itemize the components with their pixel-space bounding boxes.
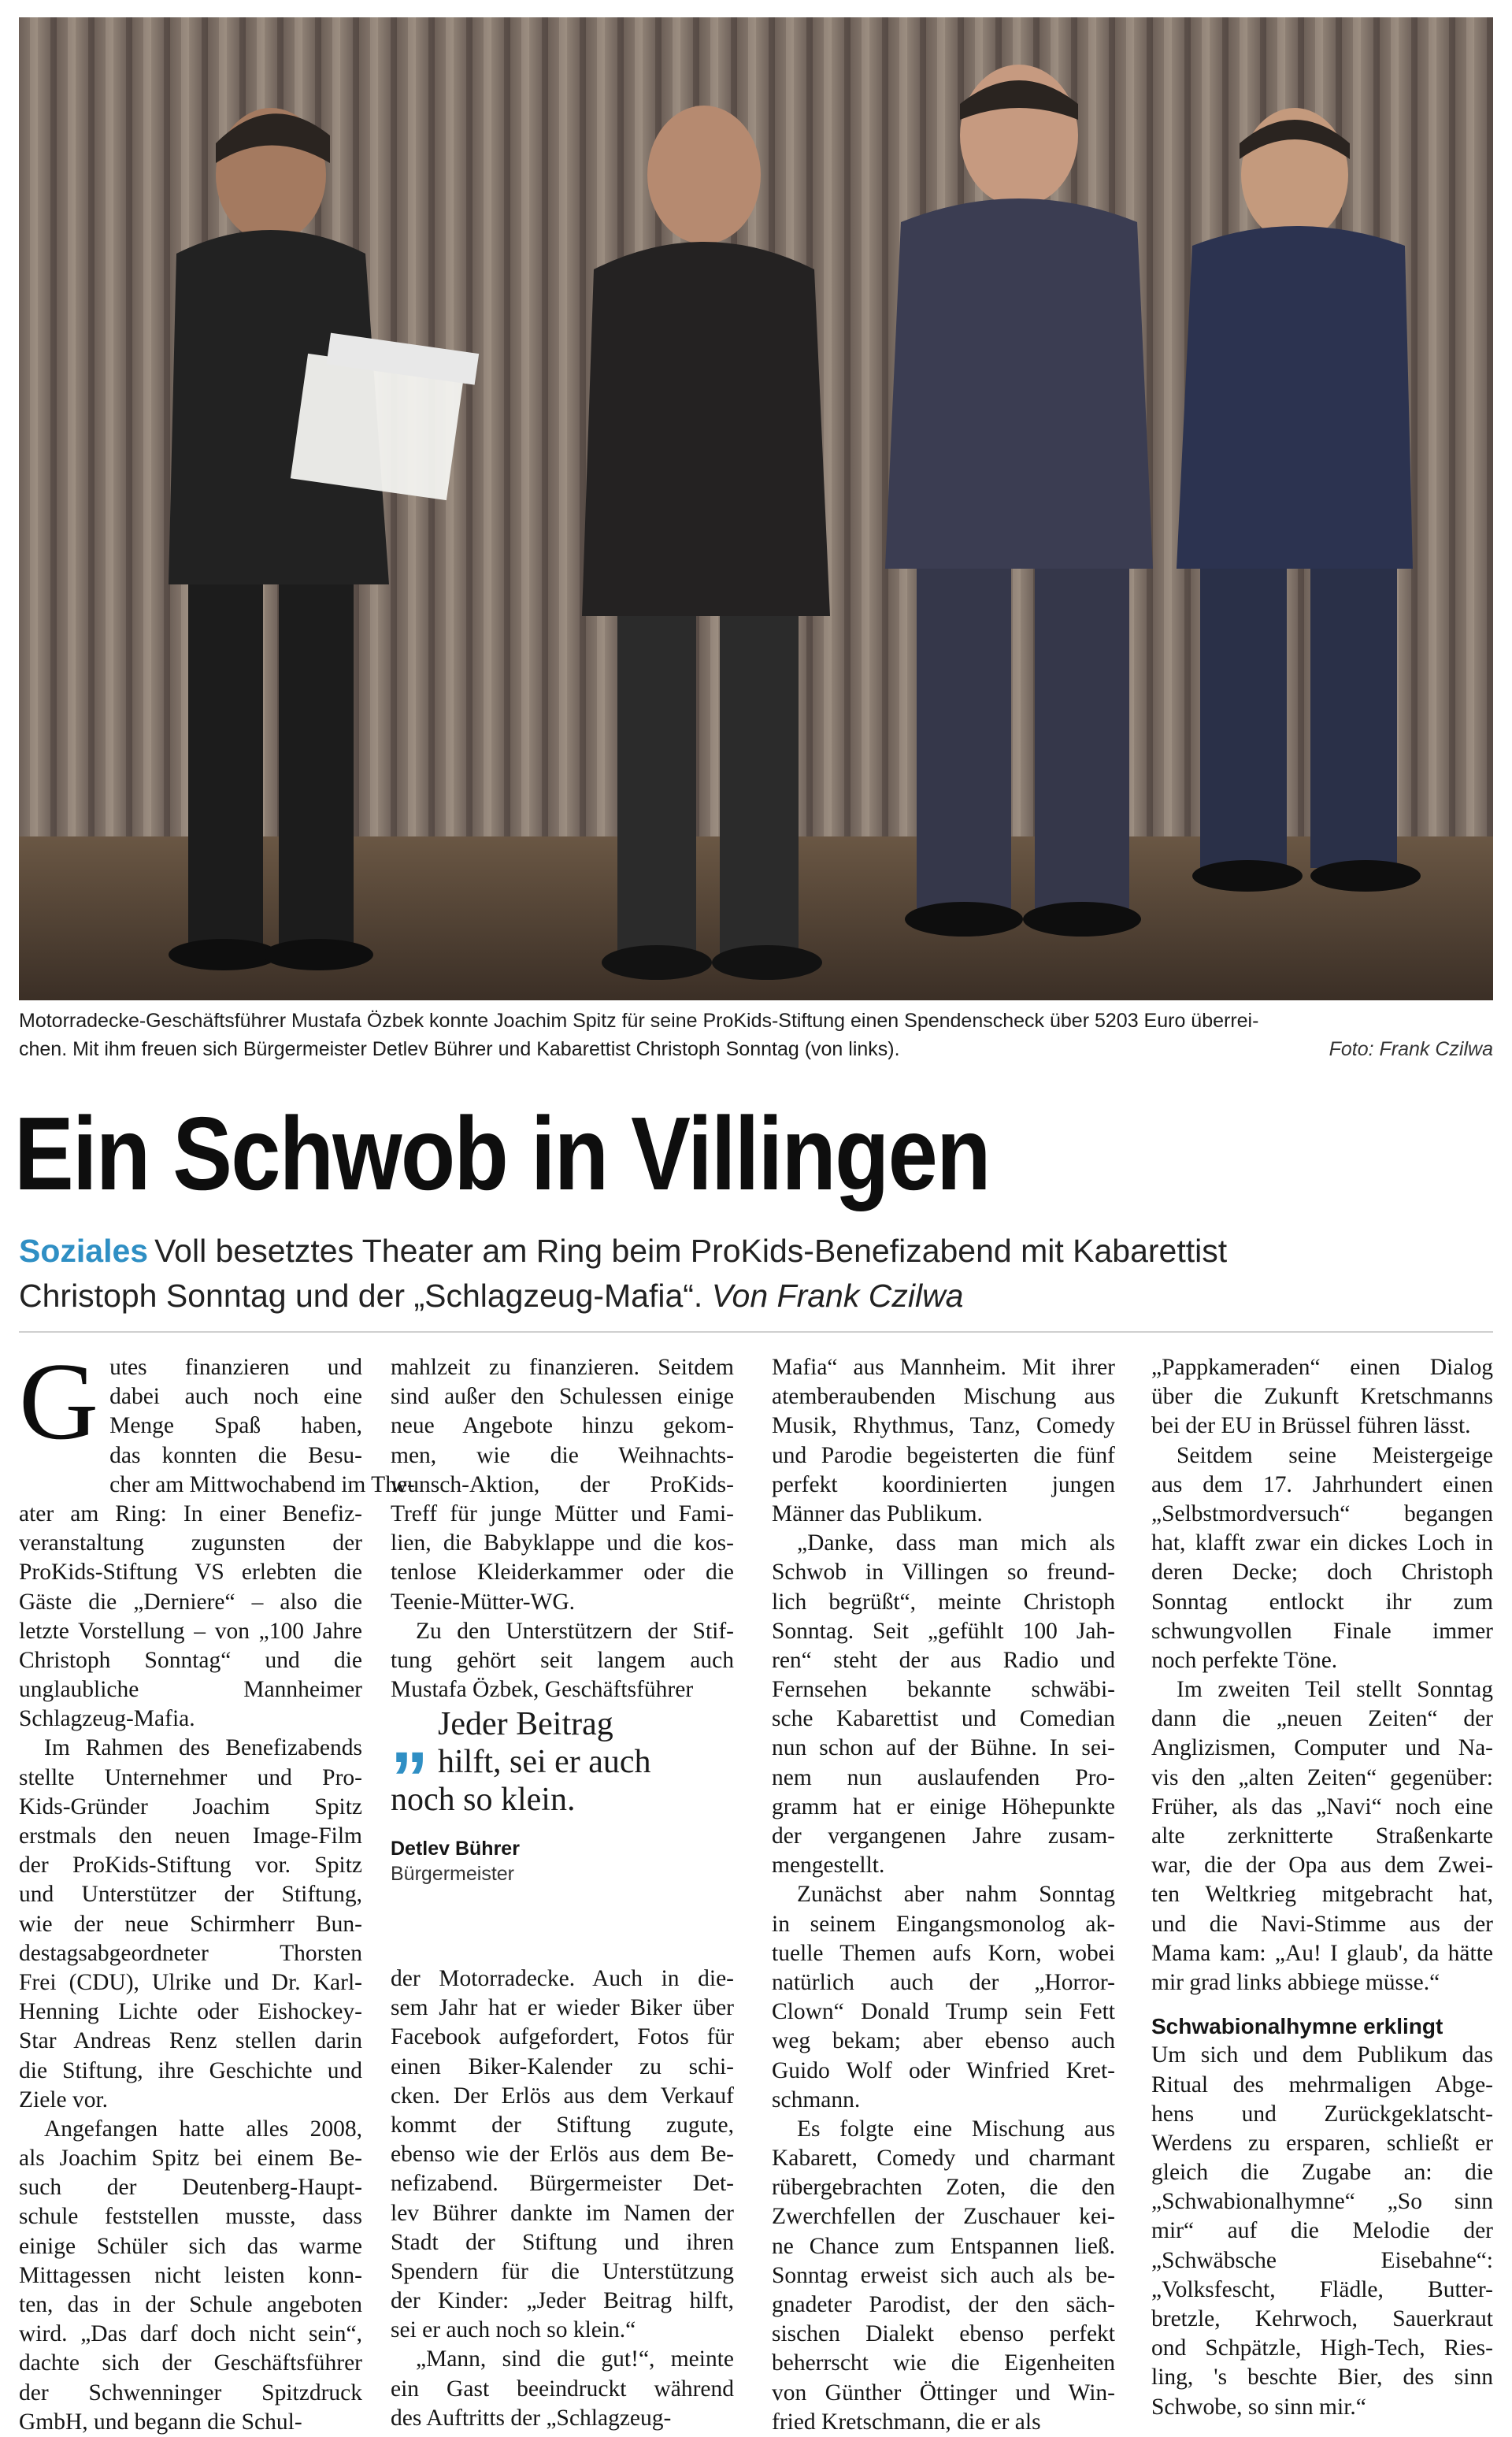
article-photo (19, 17, 1493, 1000)
article-line: ater am Ring: In einer Benefiz- (19, 1500, 362, 1526)
article-line: und die Navi-Stimme aus der (1151, 1911, 1493, 1937)
article-line: sem Jahr hat er wieder Biker über (391, 1995, 734, 2021)
article-line: dachte sich der Geschäftsführer (19, 2350, 362, 2376)
article-line: Zu den Unterstützern der Stif- (416, 1618, 734, 1644)
article-line: schmann. (772, 2086, 861, 2112)
byline: Von Frank Czilwa (711, 1278, 964, 1314)
article-line: beherrscht wie die Eigenheiten (772, 2350, 1115, 2376)
article-line: erstmals den neuen Image-Film (19, 1823, 362, 1849)
article-line: „Volksfescht, Flädle, Butter- (1151, 2276, 1493, 2302)
article-line: tung gehört seit langem auch (391, 1647, 734, 1673)
article-line: Sonntag. Seit „gefühlt 100 Jah- (772, 1618, 1115, 1644)
article-line: der Motorradecke. Auch in die- (391, 1966, 734, 1991)
article-line: Um sich und dem Publikum das (1151, 2042, 1493, 2068)
article-line: gleich die Zugabe an: die (1151, 2160, 1493, 2186)
photo-caption (19, 1007, 1493, 1063)
article-line: bretzle, Kehrwoch, Sauerkraut (1151, 2306, 1493, 2331)
dropcap: G (19, 1341, 99, 1463)
article-line: ond Schpätzle, High-Tech, Ries- (1151, 2335, 1493, 2361)
article-line: Clown“ Donald Trump sein Fett (772, 1999, 1115, 2025)
article-line: ProKids-Stiftung VS erlebten die (19, 1560, 362, 1586)
article-line: Schwob in Villingen so freund- (772, 1560, 1115, 1586)
article-line: der vergangenen Jahre zusam- (772, 1823, 1115, 1849)
article-line: Männer das Publikum. (772, 1500, 983, 1526)
article-line: fried Kretschmann, die er als (772, 2409, 1041, 2435)
article-line: Kabarett, Comedy und charmant (772, 2146, 1115, 2172)
article-line: Kids-Gründer Joachim Spitz (19, 1793, 362, 1819)
article-line: utes finanzieren und (109, 1355, 362, 1380)
article-line: tenlose Kleiderkammer oder die (391, 1560, 734, 1586)
article-line: schwungvollen Finale immer (1151, 1618, 1493, 1644)
article-line: deren Decke; doch Christoph (1151, 1560, 1493, 1586)
article-line: mengestellt. (772, 1853, 885, 1879)
teaser (19, 1229, 1493, 1319)
caption-line: chen. Mit ihm freuen sich Bürgermeister Detlev Bührer und Kabarettist Christoph Sonntag (von links). (19, 1038, 900, 1060)
quote-text (391, 1705, 734, 1819)
article-line: von Günther Öttinger und Win- (772, 2380, 1115, 2405)
article-line: Früher, als das „Navi“ noch eine (1151, 1793, 1493, 1819)
article-line: ling, 's beschte Bier, des sinn (1151, 2365, 1493, 2391)
teaser-text: Voll besetztes Theater am Ring beim ProKids-Benefizabend mit Kabarettist (154, 1233, 1228, 1269)
article-line: „Danke, dass man mich als (797, 1530, 1115, 1556)
teaser-text: Christoph Sonntag und der „Schlagzeug-Mafia“. (19, 1278, 703, 1314)
article-column-1 (19, 1341, 415, 2437)
article-line: das konnten die Besu- (109, 1442, 362, 1468)
article-line: Facebook aufgefordert, Fotos für (391, 2024, 734, 2050)
article-line: vis den „alten Zeiten“ gegenüber: (1151, 1764, 1493, 1790)
article-line: nem nun auslaufenden Pro- (772, 1764, 1115, 1790)
article-line: Sonntag erweist sich auch als be- (772, 2262, 1115, 2288)
article-line: Henning Lichte oder Eishockey- (19, 1999, 362, 2025)
article-line: ne Chance zum Entspannen ließ. (772, 2233, 1115, 2259)
article-line: atemberaubenden Mischung aus (772, 1384, 1115, 1410)
article-column-3 (772, 1353, 1115, 2437)
article-line: lich begrüßt“, meinte Christoph (772, 1589, 1115, 1615)
stage-photo-illustration (19, 17, 1493, 1000)
article-line: hens und Zurückgeklatscht- (1151, 2101, 1493, 2127)
article-line: veranstaltung zugunsten der (19, 1530, 362, 1556)
article-line: „Mann, sind die gut!“, meinte (416, 2346, 734, 2372)
quote-line: noch so klein. (391, 1782, 576, 1818)
photo-credit: Foto: Frank Czilwa (1329, 1038, 1493, 1060)
article-line: „Schwäbsche Eisebahne“: (1151, 2247, 1493, 2273)
article-line: nefizabend. Bürgermeister Det- (391, 2171, 734, 2197)
article-line: Fernsehen bekannte schwäbi- (772, 1677, 1115, 1703)
article-line: Spendern für die Unterstützung (391, 2258, 734, 2284)
article-line: Gäste die „Derniere“ – also die (19, 1589, 362, 1615)
article-line: ein Gast beeindruckt während (391, 2376, 734, 2402)
article-line: „Pappkameraden“ einen Dialog (1151, 1355, 1493, 1380)
article-line: mahlzeit zu finanzieren. Seitdem (391, 1355, 734, 1380)
article-line: Ziele vor. (19, 2086, 109, 2112)
article-line: Zwerchfellen der Zuschauer kei- (772, 2204, 1115, 2230)
article-line: Stadt der Stiftung und ihren (391, 2229, 734, 2255)
article-line: wie der neue Schirmherr Bun- (19, 1911, 362, 1937)
divider (19, 1331, 1493, 1333)
article-line: „Selbstmordversuch“ begangen (1151, 1500, 1493, 1526)
article-line: natürlich auch der „Horror- (772, 1969, 1115, 1995)
article-line: sche Kabarettist und Comedian (772, 1706, 1115, 1732)
article-line: Anglizismen, Computer und Na- (1151, 1735, 1493, 1761)
article-line: „Schwabionalhymne“ „So sinn (1151, 2189, 1493, 2215)
quote-author: Detlev Bührer (391, 1838, 520, 1860)
article-line: sischen Dialekt ebenso perfekt (772, 2321, 1115, 2347)
article-line: Star Andreas Renz stellen darin (19, 2028, 362, 2054)
article-line: Angefangen hatte alles 2008, (44, 2116, 362, 2142)
quote-author-role: Bürgermeister (391, 1863, 514, 1885)
article-line: alte zerknitterte Straßenkarte (1151, 1823, 1493, 1849)
article-line: war, die der Opa aus dem Zwei- (1151, 1853, 1493, 1879)
article-line: sei er auch noch so klein.“ (391, 2317, 636, 2343)
article-line: sind außer den Schulessen einige (391, 1384, 734, 1410)
article-line: Musik, Rhythmus, Tanz, Comedy (772, 1413, 1115, 1439)
article-line: Frei (CDU), Ulrike und Dr. Karl- (19, 1969, 362, 1995)
spacer (1151, 1997, 1493, 2012)
article-line: schule feststellen musste, dass (19, 2204, 362, 2230)
article-line: wunsch-Aktion, der ProKids- (391, 1471, 734, 1497)
quote-line: Jeder Beitrag (438, 1706, 613, 1742)
article-line: als Joachim Spitz bei einem Be- (19, 2146, 362, 2172)
article-line: Es folgte eine Mischung aus (797, 2116, 1115, 2142)
article-line: Mafia“ aus Mannheim. Mit ihrer (772, 1355, 1115, 1380)
article-line: Zunächst aber nahm Sonntag (797, 1882, 1115, 1908)
article-line: ten Weltkrieg mitgebracht hat, (1151, 1882, 1493, 1908)
article-column-2-continued (391, 1964, 734, 2433)
article-line: lien, die Babyklappe und die kos- (391, 1530, 734, 1556)
article-line: kommt der Stiftung zugute, (391, 2112, 734, 2138)
kicker: Soziales (19, 1233, 149, 1269)
article-line: und Unterstützer der Stiftung, (19, 1882, 362, 1908)
article-line: Schlagzeug-Mafia. (19, 1706, 195, 1732)
article-line: der ProKids-Stiftung vor. Spitz (19, 1853, 362, 1879)
article-line: Schwobe, so sinn mir.“ (1151, 2394, 1366, 2420)
article-line: Mustafa Özbek, Geschäftsführer (391, 1677, 694, 1703)
article-line: Sonntag entlockt ihr zum (1151, 1589, 1493, 1615)
article-line: letzte Vorstellung – von „100 Jahre (19, 1618, 362, 1644)
article-line: destagsabgeordneter Thorsten (19, 1940, 362, 1966)
article-line: ren“ steht der aus Radio und (772, 1647, 1115, 1673)
pull-quote (391, 1694, 734, 1886)
quote-line: hilft, sei er auch (438, 1744, 651, 1780)
article-line: aus dem 17. Jahrhundert einen (1151, 1471, 1493, 1497)
article-line: hat, klafft zwar ein dickes Loch in (1151, 1530, 1493, 1556)
article-line: men, wie die Weihnachts- (391, 1442, 734, 1468)
article-line: mir“ auf die Melodie der (1151, 2218, 1493, 2244)
article-line: wird. „Das darf doch nicht sein“, (19, 2321, 362, 2347)
article-line: einen Biker-Kalender zu schi- (391, 2053, 734, 2079)
caption-line: Motorradecke-Geschäftsführer Mustafa Özbek konnte Joachim Spitz für seine ProKids-Stiftung einen Spendenscheck über 5203 Euro überrei- (19, 1010, 1259, 1032)
article-line: in seinem Eingangsmonolog ak- (772, 1911, 1115, 1937)
article-line: weg bekam; aber ebenso auch (772, 2028, 1115, 2054)
article-line: mir grad links abbiege müsse.“ (1151, 1969, 1440, 1995)
quote-mark-icon: „ (391, 1694, 428, 1779)
article-line: ten, das in der Schule angeboten (19, 2292, 362, 2317)
article-line: Ritual des mehrmaligen Abge- (1151, 2072, 1493, 2098)
article-line: Werdens zu ersparen, schließt er (1151, 2130, 1493, 2156)
article-line: Seitdem seine Meistergeige (1177, 1442, 1493, 1468)
article-column-2 (391, 1353, 734, 1704)
article-line: Mittagessen nicht leisten konn- (19, 2262, 362, 2288)
headline: Ein Schwob in Villingen (14, 1096, 990, 1211)
article-line: gramm hat er einige Höhepunkte (772, 1793, 1115, 1819)
article-line: Treff für junge Mütter und Fami- (391, 1500, 734, 1526)
article-line: such der Deutenberg-Haupt- (19, 2175, 362, 2201)
article-line: cken. Der Erlös aus dem Verkauf (391, 2083, 734, 2109)
article-line: noch perfekte Töne. (1151, 1647, 1338, 1673)
article-line: des Auftritts der „Schlagzeug- (391, 2405, 672, 2431)
article-line: über die Zukunft Kretschmanns (1151, 1384, 1493, 1410)
article-line: der Kinder: „Jeder Beitrag hilft, (391, 2288, 734, 2314)
article-line: rübergebrachten Zoten, die den (772, 2175, 1115, 2201)
article-line: Im zweiten Teil stellt Sonntag (1177, 1677, 1493, 1703)
article-line: gnadeter Parodist, der den säch- (772, 2292, 1115, 2317)
article-line: Im Rahmen des Benefizabends (44, 1735, 362, 1761)
article-line: ebenso wie der Erlös aus dem Be- (391, 2142, 734, 2168)
article-line: tuelle Themen aufs Korn, wobei (772, 1940, 1115, 1966)
article-column-4 (1151, 1353, 1493, 2422)
article-line: der Schwenninger Spitzdruck (19, 2380, 362, 2405)
article-line: nun schon auf der Bühne. In sei- (772, 1735, 1115, 1761)
article-line: Mama kam: „Au! I glaub', da hätte (1151, 1940, 1493, 1966)
article-line: Menge Spaß haben, (109, 1413, 362, 1439)
article-line: dabei auch noch eine (109, 1384, 362, 1410)
article-line: stellte Unternehmer und Pro- (19, 1764, 362, 1790)
article-line: einige Schüler sich das warme (19, 2233, 362, 2259)
article-line: neue Angebote hinzu gekom- (391, 1413, 734, 1439)
article-line: lev Bührer dankte im Namen der (391, 2200, 734, 2226)
article-line: Guido Wolf oder Winfried Kret- (772, 2057, 1115, 2083)
article-line: bei der EU in Brüssel führen lässt. (1151, 1413, 1471, 1439)
article-line: dann die „neuen Zeiten“ der (1151, 1706, 1493, 1732)
article-line: perfekt koordinierten jungen (772, 1471, 1115, 1497)
article-line: Christoph Sonntag“ und die (19, 1647, 362, 1673)
subheading: Schwabionalhymne erklingt (1151, 2014, 1443, 2039)
article-line: cher am Mittwochabend im The- (109, 1471, 415, 1497)
article-line: Teenie-Mütter-WG. (391, 1589, 576, 1615)
article-line: GmbH, und begann die Schul- (19, 2409, 302, 2435)
article-line: und Parodie begeisterten die fünf (772, 1442, 1115, 1468)
article-line: unglaubliche Mannheimer (19, 1677, 362, 1703)
article-line: die Stiftung, ihre Geschichte und (19, 2057, 362, 2083)
